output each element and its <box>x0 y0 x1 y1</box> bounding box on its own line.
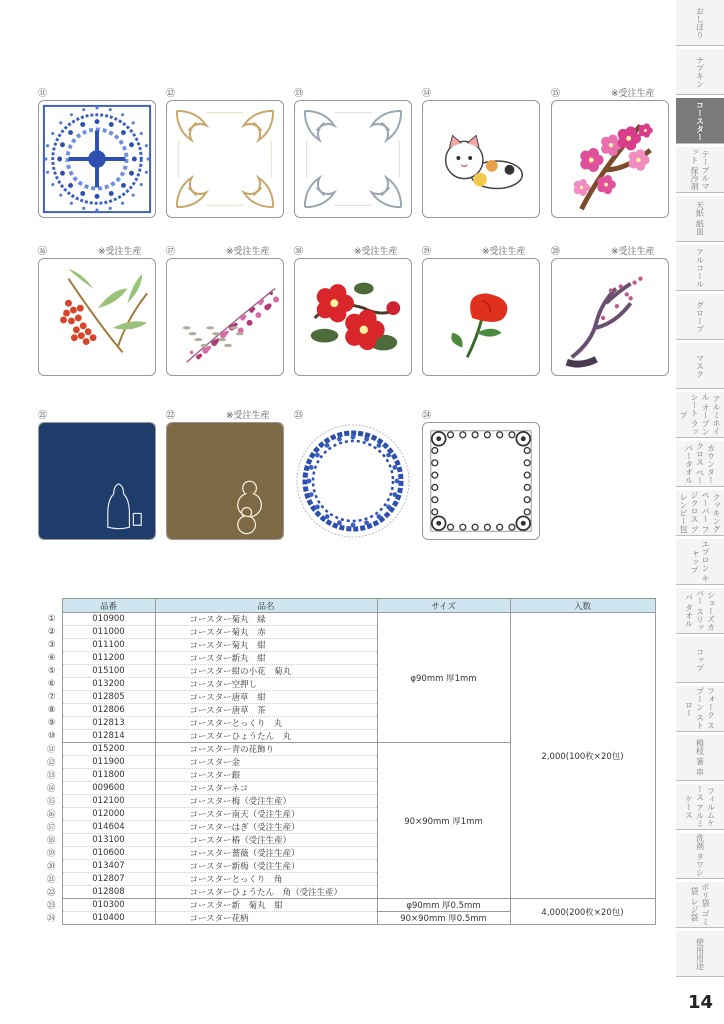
product-code: 013407 <box>62 860 155 873</box>
product-number: ⑱ <box>294 247 304 257</box>
header-qty: 入数 <box>510 599 655 613</box>
table-header-row <box>40 599 655 613</box>
product-number: ㉓ <box>294 411 304 421</box>
product-number: ⑫ <box>166 89 176 99</box>
product-number: ⑳ <box>551 247 561 257</box>
row-index: ⑩ <box>47 731 56 741</box>
made-to-order-note: ※受注生産 <box>98 247 142 257</box>
product-number: ⑮ <box>551 89 561 99</box>
sidebar-tab[interactable]: ポリ袋 ゴミ袋 レジ袋 <box>676 882 724 928</box>
product-number: ⑰ <box>166 247 176 257</box>
row-index: ⑭ <box>46 784 56 794</box>
product-name: コースター新梅（受注生産） <box>155 860 377 873</box>
product-name: コースター唐草 茶 <box>155 704 377 717</box>
row-index: ⑨ <box>47 718 56 728</box>
product-code: 010300 <box>62 899 155 912</box>
product-number: ㉑ <box>38 411 48 421</box>
row-index: ③ <box>47 640 56 650</box>
product-name: コースター菊丸 赤 <box>155 626 377 639</box>
row-index: ⑤ <box>47 666 56 676</box>
product-code: 012807 <box>62 873 155 886</box>
sidebar-tab[interactable]: 楊枝 箸 串 <box>676 735 724 781</box>
product-code: 013100 <box>62 834 155 847</box>
header-size: サイズ <box>377 599 510 613</box>
product-name: コースター銀 <box>155 769 377 782</box>
flower-pattern-coaster-image <box>422 422 540 540</box>
bush-clover-coaster-image <box>166 258 284 376</box>
product-name: コースター薔薇（受注生産） <box>155 847 377 860</box>
sidebar-tab[interactable]: 天紙 紙皿 <box>676 196 724 242</box>
product-number: ⑯ <box>38 247 48 257</box>
sidebar-tab[interactable]: 使用用途 <box>676 931 724 977</box>
sidebar-tab[interactable]: コップ <box>676 637 724 683</box>
row-index: ⑥ <box>47 679 56 689</box>
product-name: コースター新 菊丸 紺 <box>155 899 377 912</box>
product-code: 009600 <box>62 782 155 795</box>
product-number: ㉔ <box>422 411 432 421</box>
table-row <box>40 613 655 626</box>
sidebar-tab[interactable]: マスク <box>676 343 724 389</box>
product-name: コースター菊丸 紺 <box>155 639 377 652</box>
made-to-order-note: ※受注生産 <box>226 411 270 421</box>
row-index: ④ <box>47 653 56 663</box>
made-to-order-note: ※受注生産 <box>226 247 270 257</box>
product-name: コースター椿（受注生産） <box>155 834 377 847</box>
product-code: 014604 <box>62 821 155 834</box>
product-name: コースターとっくり 丸 <box>155 717 377 730</box>
product-code: 012808 <box>62 886 155 899</box>
product-code: 012805 <box>62 691 155 704</box>
row-index: ㉓ <box>46 901 56 911</box>
row-index: ① <box>47 614 56 624</box>
row-index: ⑮ <box>46 797 56 807</box>
product-name: コースターネコ <box>155 782 377 795</box>
product-code: 012814 <box>62 730 155 743</box>
product-name: コースター空押し <box>155 678 377 691</box>
row-index: ⑫ <box>46 758 56 768</box>
sidebar-tab[interactable]: アルミホイル オーブンシート ラップ <box>676 392 724 438</box>
sidebar-tab[interactable]: カウンタークロス ペーパータオル <box>676 441 724 487</box>
product-code: 012000 <box>62 808 155 821</box>
sidebar-tab[interactable]: グローブ <box>676 294 724 340</box>
sidebar-tab[interactable]: シューズカバー スリッパ タオル <box>676 588 724 634</box>
product-number: ⑪ <box>38 89 48 99</box>
made-to-order-note: ※受注生産 <box>611 247 655 257</box>
quantity-cell: 4,000(200枚×20包) <box>510 899 655 925</box>
blue-floral-coaster-image <box>38 100 156 218</box>
nandina-coaster-image <box>38 258 156 376</box>
silver-corner-coaster-image <box>294 100 412 218</box>
sidebar-tab[interactable]: ナプキン <box>676 49 724 95</box>
sidebar-tab[interactable]: クッキングペーパー フジクロス ブレンビー包 <box>676 490 724 536</box>
product-code: 012100 <box>62 795 155 808</box>
size-cell: 90×90mm 厚1mm <box>377 743 510 899</box>
row-index: ㉔ <box>46 914 56 924</box>
product-code: 011000 <box>62 626 155 639</box>
product-code: 012806 <box>62 704 155 717</box>
quantity-cell: 2,000(100枚×20包) <box>510 613 655 899</box>
product-name: コースター唐草 紺 <box>155 691 377 704</box>
product-code: 015100 <box>62 665 155 678</box>
sake-bottle-square-coaster-image <box>38 422 156 540</box>
product-code: 015200 <box>62 743 155 756</box>
lucky-cat-coaster-image <box>422 100 540 218</box>
gold-corner-coaster-image <box>166 100 284 218</box>
sidebar-tab[interactable]: フォーク スプーン ストロー <box>676 686 724 732</box>
sidebar-tab[interactable]: コースター <box>676 98 724 144</box>
product-name: コースターはぎ（受注生産） <box>155 821 377 834</box>
sidebar-tab[interactable]: フィルムケース アルミケース <box>676 784 724 830</box>
product-code: 010400 <box>62 912 155 925</box>
sidebar-tab[interactable]: アルコール <box>676 245 724 291</box>
product-name: コースター花柄 <box>155 912 377 925</box>
product-name: コースター新丸 紺 <box>155 652 377 665</box>
header-code: 品番 <box>62 599 155 613</box>
sidebar-tab[interactable]: テーブルマット 保冷剤 <box>676 147 724 193</box>
sidebar-tab[interactable]: 洗剤 タワシ <box>676 833 724 879</box>
product-code: 011200 <box>62 652 155 665</box>
product-number: ⑬ <box>294 89 304 99</box>
plum-blossom-coaster-image <box>551 100 669 218</box>
product-name: コースターひょうたん 角（受注生産） <box>155 886 377 899</box>
product-name: コースター金 <box>155 756 377 769</box>
product-name: コースターひょうたん 丸 <box>155 730 377 743</box>
gourd-square-coaster-image <box>166 422 284 540</box>
sidebar-tab[interactable]: エプロン キャップ <box>676 539 724 585</box>
product-code: 011100 <box>62 639 155 652</box>
row-index: ② <box>47 627 56 637</box>
page-number: 14 <box>688 992 714 1013</box>
product-code: 010900 <box>62 613 155 626</box>
row-index: ㉑ <box>46 875 56 885</box>
product-code: 010600 <box>62 847 155 860</box>
made-to-order-note: ※受注生産 <box>354 247 398 257</box>
product-name: コースター南天（受注生産） <box>155 808 377 821</box>
row-index: ⑬ <box>46 771 56 781</box>
product-name: コースター梅（受注生産） <box>155 795 377 808</box>
row-index: ⑱ <box>46 836 56 846</box>
product-code: 011900 <box>62 756 155 769</box>
new-plum-coaster-image <box>551 258 669 376</box>
row-index: ⑦ <box>47 692 56 702</box>
header-name: 品名 <box>155 599 377 613</box>
product-spec-table <box>40 598 656 925</box>
product-number: ⑭ <box>422 89 432 99</box>
row-index: ⑯ <box>46 810 56 820</box>
row-index: ㉒ <box>46 888 56 898</box>
row-index: ⑧ <box>47 705 56 715</box>
row-index: ⑰ <box>46 823 56 833</box>
product-code: 012813 <box>62 717 155 730</box>
product-name: コースター青の花飾り <box>155 743 377 756</box>
made-to-order-note: ※受注生産 <box>611 89 655 99</box>
product-code: 013200 <box>62 678 155 691</box>
sidebar-tab[interactable]: おしぼり <box>676 0 724 46</box>
category-index-sidebar <box>676 0 724 1000</box>
camellia-coaster-image <box>294 258 412 376</box>
size-cell: φ90mm 厚1mm <box>377 613 510 743</box>
size-cell: 90×90mm 厚0.5mm <box>377 912 510 925</box>
product-name: コースター紺の小花 菊丸 <box>155 665 377 678</box>
row-index: ⑲ <box>46 849 56 859</box>
size-cell: φ90mm 厚0.5mm <box>377 899 510 912</box>
made-to-order-note: ※受注生産 <box>482 247 526 257</box>
row-index: ⑪ <box>46 745 56 755</box>
product-number: ⑲ <box>422 247 432 257</box>
round-blue-pattern-coaster-image <box>294 422 412 540</box>
product-name: コースター菊丸 緑 <box>155 613 377 626</box>
row-index: ⑳ <box>46 862 56 872</box>
product-number: ㉒ <box>166 411 176 421</box>
product-code: 011800 <box>62 769 155 782</box>
rose-coaster-image <box>422 258 540 376</box>
table-row <box>40 899 655 912</box>
product-name: コースターとっくり 角 <box>155 873 377 886</box>
